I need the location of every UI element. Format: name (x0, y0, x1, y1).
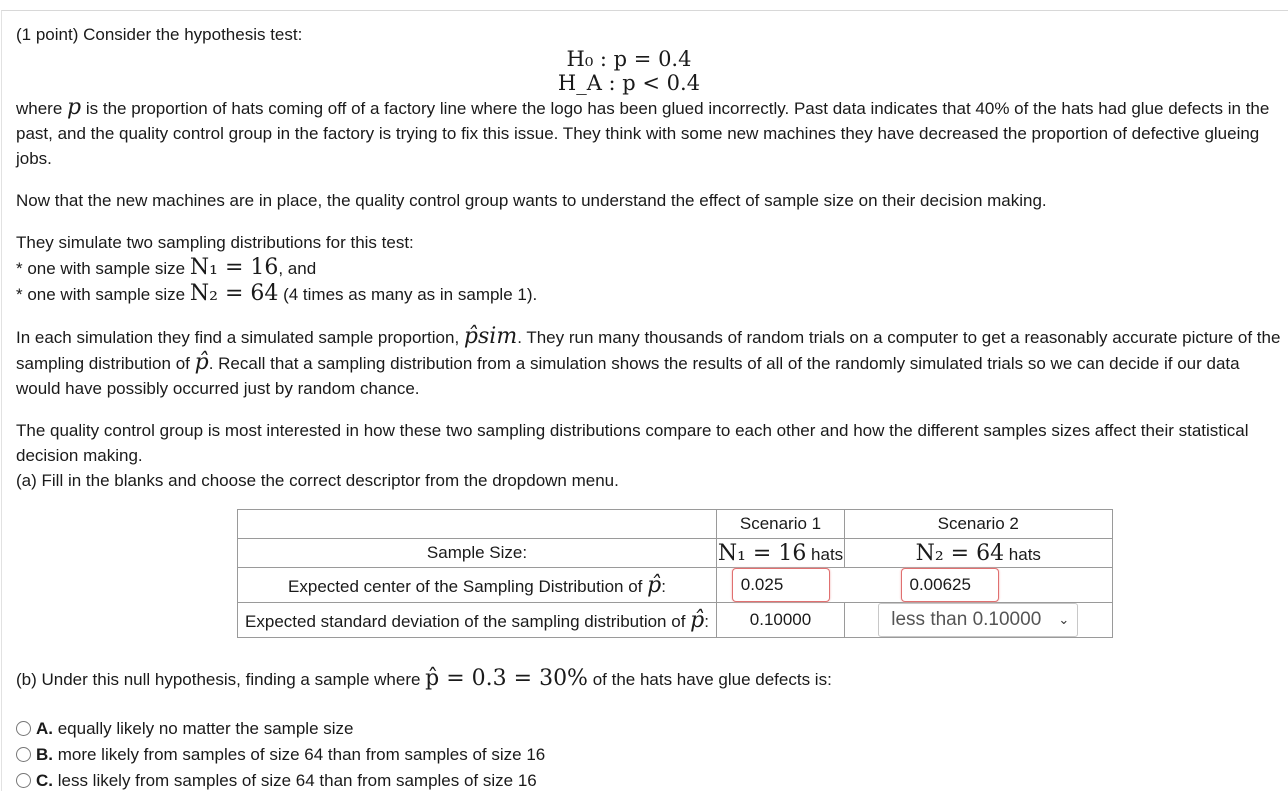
part-b-question: (b) Under this null hypothesis, finding a sample where p̂ = 0.3 = 30% of the hats have glue defects is: (16, 666, 832, 691)
sd-value-scenario-1: 0.10000 (717, 603, 845, 638)
context-paragraph: where p is the proportion of hats coming off of a factory line where the logo has been glued incorrectly. Past data indicates that 40% of the hats had glue defects in the past, and the quality control group in the factory is trying to fix this issue. They think with some new machines they have decreased the proportion of defective glueing jobs. (16, 95, 1270, 168)
center-input-scenario-1[interactable]: 0.025 (732, 568, 830, 602)
sd-dropdown-scenario-2[interactable]: less than 0.10000 ⌄ (878, 603, 1078, 637)
null-hypothesis: H₀ : p = 0.4 (566, 47, 692, 71)
table-corner (238, 510, 717, 539)
simulation-paragraph: In each simulation they find a simulated sample proportion, p̂sim. They run many thousands of random trials on a computer to get a reasonably accurate picture of the sampling distribution of p̂. Recall that a sampling distribution from a simulation shows the results of all of the randomly simulated trials so we can decide if our data would have possibly occurred just by random chance. (16, 324, 1281, 398)
scenario-table (237, 509, 1113, 638)
sample-size-1: N₁ = 16 hats (717, 540, 844, 566)
bullet-sample-1: * one with sample size N₁ = 16, and (16, 255, 317, 280)
option-a[interactable]: A. equally likely no matter the sample size (16, 716, 545, 742)
radio-icon[interactable] (16, 747, 31, 762)
option-c[interactable]: C. less likely from samples of size 64 than from samples of size 16 (16, 768, 545, 794)
option-b[interactable]: B. more likely from samples of size 64 than from samples of size 16 (16, 742, 545, 768)
bullet-sample-2: * one with sample size N₂ = 64 (4 times as many as in sample 1). (16, 281, 538, 306)
center-input-scenario-2[interactable]: 0.00625 (901, 568, 999, 602)
sample-size-2: N₂ = 64 hats (845, 539, 1113, 568)
row-sample-size-label: Sample Size: (238, 539, 717, 568)
radio-icon[interactable] (16, 773, 31, 788)
header-scenario-2: Scenario 2 (845, 510, 1113, 539)
alternative-hypothesis: H_A : p < 0.4 (557, 71, 701, 95)
radio-icon[interactable] (16, 721, 31, 736)
sample-size-paragraph: Now that the new machines are in place, the quality control group wants to understand the effect of sample size on their decision making. (16, 191, 1047, 210)
question-intro: (1 point) Consider the hypothesis test: (16, 25, 303, 44)
part-a-instruction: (a) Fill in the blanks and choose the correct descriptor from the dropdown menu. (16, 471, 619, 490)
problem-body (16, 22, 1282, 493)
row-sd-label: Expected standard deviation of the sampling distribution of p̂: (238, 603, 717, 638)
simulate-line: They simulate two sampling distributions for this test: (16, 233, 414, 252)
row-center-label: Expected center of the Sampling Distribution of p̂: (238, 568, 717, 603)
chevron-down-icon: ⌄ (1058, 612, 1070, 627)
answer-options (16, 716, 545, 794)
header-scenario-1: Scenario 1 (717, 510, 845, 539)
interest-paragraph: The quality control group is most interested in how these two sampling distributions compare to each other and how the different samples sizes affect their statistical decision making. (16, 421, 1249, 465)
